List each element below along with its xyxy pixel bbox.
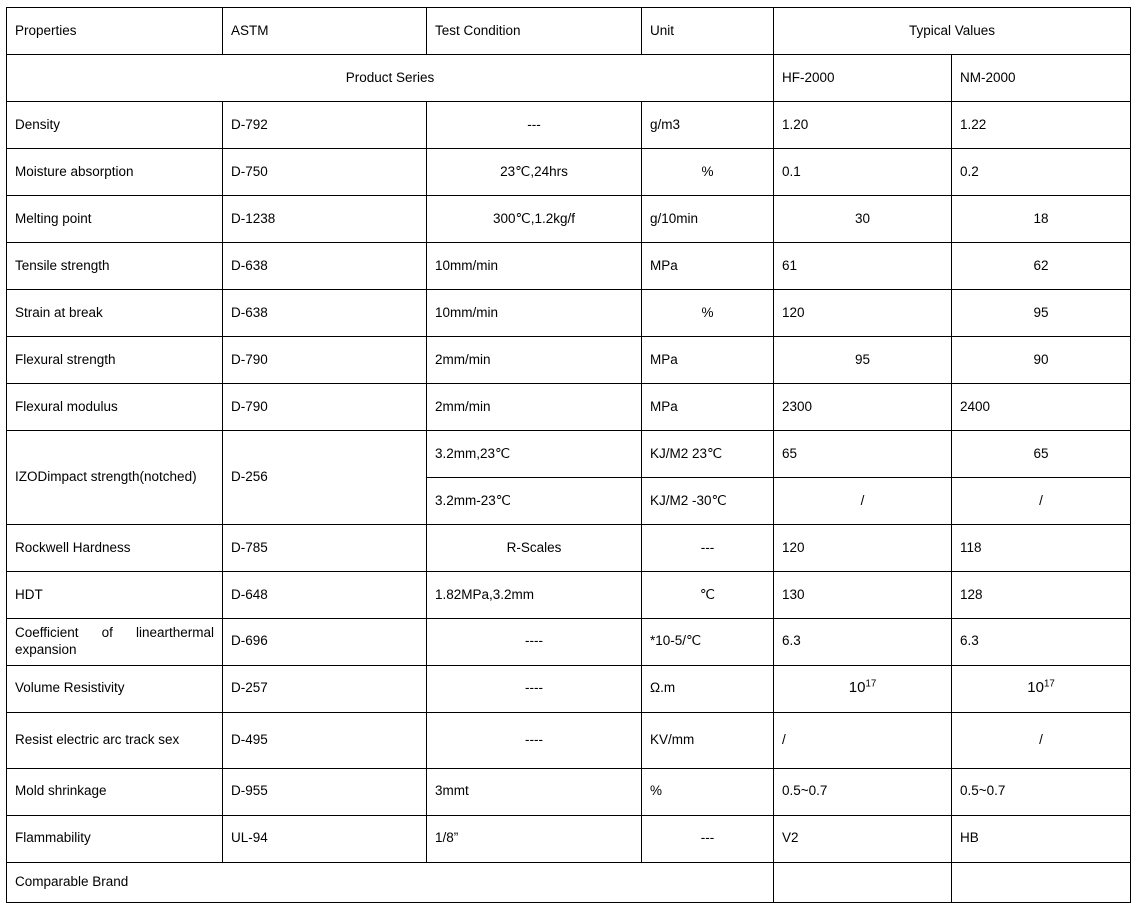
property-unit: % [642, 768, 774, 815]
value-hf: 1.20 [774, 102, 952, 149]
value-hf: 0.5~0.7 [774, 768, 952, 815]
value-nm: 90 [952, 337, 1131, 384]
property-unit: g/m3 [642, 102, 774, 149]
value-nm: HB [952, 815, 1131, 862]
table-row [7, 243, 1131, 290]
property-astm: D-256 [223, 431, 427, 525]
property-name: Strain at break [7, 290, 223, 337]
material-properties-table [6, 7, 1131, 903]
value-hf-base: 10 [848, 679, 866, 697]
header-typical-values: Typical Values [774, 8, 1131, 55]
value-nm: 118 [952, 525, 1131, 572]
property-condition: 3mmt [427, 768, 642, 815]
value-hf: 0.1 [774, 149, 952, 196]
value-hf: 30 [774, 196, 952, 243]
property-name: Coefficient of linearthermal expansion [7, 619, 223, 666]
property-condition: 3.2mm-23℃ [427, 478, 642, 525]
value-nm: 62 [952, 243, 1131, 290]
value-nm: / [952, 712, 1131, 768]
property-unit: % [642, 290, 774, 337]
value-hf: / [774, 478, 952, 525]
value-hf: 120 [774, 290, 952, 337]
value-nm: 0.5~0.7 [952, 768, 1131, 815]
property-astm: D-790 [223, 337, 427, 384]
value-hf: 61 [774, 243, 952, 290]
property-condition: ---- [427, 665, 642, 712]
property-unit: KJ/M2 -30℃ [642, 478, 774, 525]
table-row [7, 337, 1131, 384]
property-astm: D-638 [223, 243, 427, 290]
table-row [7, 149, 1131, 196]
property-unit: MPa [642, 384, 774, 431]
value-hf-exponent: 17 [865, 678, 877, 690]
header-test-condition: Test Condition [427, 8, 642, 55]
property-unit: ℃ [642, 572, 774, 619]
value-hf: 95 [774, 337, 952, 384]
value-hf: 65 [774, 431, 952, 478]
value-nm: 2400 [952, 384, 1131, 431]
property-unit: MPa [642, 337, 774, 384]
value-nm-exponent: 17 [1043, 678, 1055, 690]
property-astm: D-1238 [223, 196, 427, 243]
table-row-arc-resistance [7, 712, 1131, 768]
property-condition: 10mm/min [427, 290, 642, 337]
property-condition: 2mm/min [427, 337, 642, 384]
table-header-row [7, 8, 1131, 55]
value-hf [774, 665, 952, 712]
property-condition: ---- [427, 619, 642, 666]
property-name: HDT [7, 572, 223, 619]
property-name: Melting point [7, 196, 223, 243]
table-row [7, 290, 1131, 337]
property-astm: D-790 [223, 384, 427, 431]
property-unit: *10-5/℃ [642, 619, 774, 666]
value-nm: 0.2 [952, 149, 1131, 196]
value-nm: 18 [952, 196, 1131, 243]
property-astm: D-792 [223, 102, 427, 149]
property-astm: D-696 [223, 619, 427, 666]
spec-sheet [0, 7, 1136, 889]
property-condition: 3.2mm,23℃ [427, 431, 642, 478]
value-nm: 128 [952, 572, 1131, 619]
header-unit: Unit [642, 8, 774, 55]
property-name: Moisture absorption [7, 149, 223, 196]
property-unit: --- [642, 815, 774, 862]
property-astm: D-648 [223, 572, 427, 619]
property-unit: % [642, 149, 774, 196]
value-nm: 6.3 [952, 619, 1131, 666]
value-nm: 65 [952, 431, 1131, 478]
property-unit: Ω.m [642, 665, 774, 712]
table-row [7, 815, 1131, 862]
property-unit: MPa [642, 243, 774, 290]
table-row [7, 768, 1131, 815]
table-row [7, 619, 1131, 666]
value-hf: 6.3 [774, 619, 952, 666]
property-astm: UL-94 [223, 815, 427, 862]
value-hf: 2300 [774, 384, 952, 431]
property-name: Rockwell Hardness [7, 525, 223, 572]
table-row [7, 572, 1131, 619]
table-row [7, 102, 1131, 149]
value-hf: 120 [774, 525, 952, 572]
property-unit: KJ/M2 23℃ [642, 431, 774, 478]
property-condition: R-Scales [427, 525, 642, 572]
value-nm [952, 665, 1131, 712]
property-name: Flexural modulus [7, 384, 223, 431]
property-astm: D-495 [223, 712, 427, 768]
table-row-izod-line1 [7, 431, 1131, 478]
comparable-brand-hf [774, 862, 952, 902]
property-name: Volume Resistivity [7, 665, 223, 712]
table-row [7, 384, 1131, 431]
value-hf: / [774, 712, 952, 768]
property-condition: 1.82MPa,3.2mm [427, 572, 642, 619]
property-condition: 10mm/min [427, 243, 642, 290]
table-row-volume-resistivity [7, 665, 1131, 712]
series-hf-2000: HF-2000 [774, 55, 952, 102]
table-row-comparable-brand [7, 862, 1131, 902]
property-astm: D-750 [223, 149, 427, 196]
property-condition: 23℃,24hrs [427, 149, 642, 196]
property-name: Resist electric arc track sex [7, 712, 223, 768]
property-unit: KV/mm [642, 712, 774, 768]
property-condition: 1/8” [427, 815, 642, 862]
product-series-row [7, 55, 1131, 102]
property-name: IZODimpact strength(notched) [7, 431, 223, 525]
property-astm: D-257 [223, 665, 427, 712]
property-name: Flexural strength [7, 337, 223, 384]
property-name: Flammability [7, 815, 223, 862]
value-hf: 130 [774, 572, 952, 619]
property-condition: 300℃,1.2kg/f [427, 196, 642, 243]
value-nm-base: 10 [1027, 679, 1044, 697]
property-condition: 2mm/min [427, 384, 642, 431]
property-name: Tensile strength [7, 243, 223, 290]
property-astm: D-955 [223, 768, 427, 815]
series-nm-2000: NM-2000 [952, 55, 1131, 102]
property-name: Mold shrinkage [7, 768, 223, 815]
property-astm: D-785 [223, 525, 427, 572]
header-properties: Properties [7, 8, 223, 55]
table-row [7, 525, 1131, 572]
value-hf: V2 [774, 815, 952, 862]
property-unit: --- [642, 525, 774, 572]
header-astm: ASTM [223, 8, 427, 55]
value-nm: / [952, 478, 1131, 525]
table-row [7, 196, 1131, 243]
comparable-brand-label: Comparable Brand [7, 862, 774, 902]
property-name: Density [7, 102, 223, 149]
property-condition: ---- [427, 712, 642, 768]
value-nm: 95 [952, 290, 1131, 337]
property-unit: g/10min [642, 196, 774, 243]
product-series-label: Product Series [7, 55, 774, 102]
comparable-brand-nm [952, 862, 1131, 902]
property-astm: D-638 [223, 290, 427, 337]
property-condition: --- [427, 102, 642, 149]
value-nm: 1.22 [952, 102, 1131, 149]
